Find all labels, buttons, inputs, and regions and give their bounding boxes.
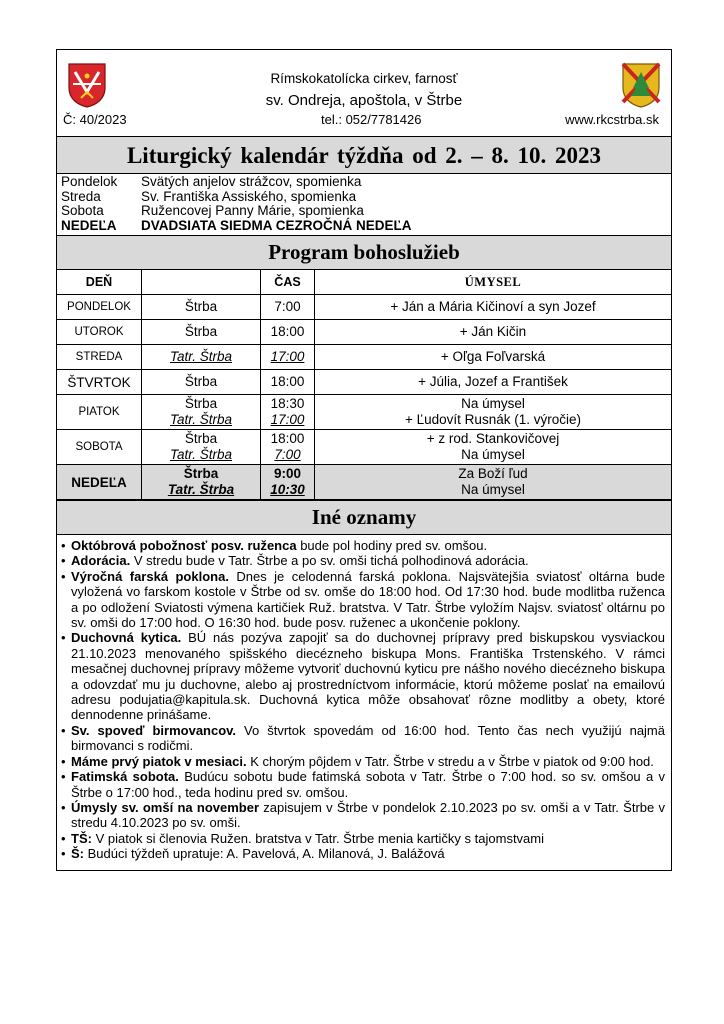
time: 10:30	[270, 482, 305, 497]
time: 18:00	[270, 324, 305, 339]
announcement-text: bude pol hodiny pred sv. omšou.	[296, 538, 488, 553]
announcement-heading: Máme prvý piatok v mesiaci.	[71, 753, 247, 769]
announcement-text: Vo štvrtok spovedám od 16:00 hod. Tento čas nech využijú najmä birmovanci s rodičmi.	[71, 722, 665, 754]
announcement-heading: Úmysly sv. omší na november	[71, 799, 260, 815]
intention: + z rod. Stankovičovej	[426, 431, 560, 446]
table-row	[57, 345, 671, 370]
time-cell	[261, 465, 315, 500]
header-place	[142, 270, 261, 295]
mass-schedule-table	[57, 270, 671, 500]
intention: Na úmysel	[461, 396, 525, 411]
table-row	[57, 320, 671, 345]
place: Štrba	[184, 299, 218, 314]
announcement-heading: TŠ:	[71, 830, 92, 846]
place-cell	[142, 345, 261, 370]
feast-name: Ružencovej Panny Márie, spomienka	[141, 203, 364, 218]
place: Štrba	[184, 324, 218, 339]
header-day: DEŇ	[57, 270, 142, 295]
table-header-row	[57, 270, 671, 295]
table-row	[57, 370, 671, 395]
announcement-text: Dnes je celodenná farská poklona. Najsvätejšia sviatosť oltárna bude vyložená vo farskom kostole v Štrbe od sv. omše do 18:00 hod. Od 17:30 hod. bude modlitba ruženca a po odložení Sviatosti výmena kartičiek Ruž. bratstva. V Tatr. Štrbe vyložím Najsv. sviatosť oltárnu po sv. omši do 17:00 hod. O 16:30 hod. bude posv. ruženec a ukončenie poklony.	[71, 568, 665, 631]
parish-organization: Rímskokatolícka cirkev, farnosť	[270, 71, 458, 86]
table-row-sunday	[57, 465, 671, 500]
intention-cell	[315, 295, 672, 320]
time: 18:00	[270, 431, 305, 446]
feast-item	[61, 175, 671, 190]
feast-name: Sv. Františka Assiského, spomienka	[141, 188, 357, 204]
place: Tatr. Štrba	[169, 412, 233, 427]
announcement-heading: Sv. spoveď birmovancov.	[71, 722, 237, 738]
day-cell: PIATOK	[57, 395, 142, 430]
day-cell: STREDA	[57, 345, 142, 370]
header-time: ČAS	[261, 270, 315, 295]
day-cell: SOBOTA	[57, 430, 142, 465]
announcement-heading: Adorácia.	[71, 553, 131, 569]
table-row	[57, 295, 671, 320]
intention-cell	[315, 345, 672, 370]
intention-cell	[315, 320, 672, 345]
announcement-text: zapisujem v Štrbe v pondelok 2.10.2023 po sv. omši a v Tatr. Štrbe v stredu 4.10.2023 po sv. omši.	[71, 799, 665, 831]
announcement-text: Budúcu sobotu bude fatimská sobota v Tatr. Štrbe o 7:00 hod. so sv. omšou a v Štrbe o 17:00 hod., teda hodinu pred sv. omšou.	[71, 769, 665, 800]
place: Tatr. Štrba	[169, 349, 233, 364]
day-cell: ŠTVRTOK	[57, 370, 142, 395]
intention: + Oľga Foľvarská	[440, 349, 546, 364]
feast-day: Pondelok	[61, 174, 118, 189]
place-cell	[142, 465, 261, 500]
feast-item-sunday	[61, 219, 671, 234]
time: 7:00	[274, 299, 301, 314]
place-cell	[142, 430, 261, 465]
page-title: Liturgický kalendár týždňa od 2. – 8. 10. 2023	[57, 137, 671, 174]
time: 18:00	[270, 374, 305, 389]
table-row	[57, 395, 671, 430]
announcement-item	[61, 630, 665, 722]
time-cell	[261, 320, 315, 345]
time: 18:30	[270, 396, 305, 411]
parish-name: sv. Ondreja, apoštola, v Štrbe	[265, 92, 463, 109]
intention: + Ján a Mária Kičinoví a syn Jozef	[390, 299, 596, 314]
announcement-item	[61, 846, 665, 861]
place-cell	[142, 395, 261, 430]
day-cell: PONDELOK	[57, 295, 142, 320]
place: Štrba	[183, 466, 219, 481]
intention: Za Boží ľud	[458, 466, 528, 481]
time: 9:00	[273, 466, 302, 481]
announcement-item	[61, 754, 665, 769]
place: Štrba	[184, 396, 218, 411]
bulletin-header	[57, 50, 671, 137]
intention: Na úmysel	[461, 447, 525, 462]
announcement-list	[57, 535, 671, 870]
announcement-item	[61, 723, 665, 754]
time-cell	[261, 370, 315, 395]
announcement-item	[61, 538, 665, 553]
time: 17:00	[270, 349, 305, 364]
announcement-heading: Výročná farská poklona.	[71, 568, 229, 584]
place: Štrba	[184, 431, 218, 446]
bulletin-frame	[56, 49, 672, 871]
announcement-heading: Fatimská sobota.	[71, 769, 179, 785]
intention-cell	[315, 395, 672, 430]
place: Tatr. Štrba	[167, 482, 235, 497]
announcement-item	[61, 569, 665, 631]
place-cell	[142, 370, 261, 395]
intention: + Ľudovít Rusnák (1. výročie)	[405, 412, 581, 427]
announcement-item	[61, 800, 665, 831]
day-cell: NEDEĽA	[57, 465, 142, 500]
time: 7:00	[274, 447, 301, 462]
announcement-text: Budúci týždeň upratuje: A. Pavelová, A. Milanová, J. Balážová	[84, 846, 445, 862]
announcement-text: BÚ nás pozýva zapojiť sa do duchovnej prípravy pred biskupskou vysviackou 21.10.2023 menovaného spišského diecézneho biskupa Mons. Františka Trstenského. V rámci mesačnej duchovnej prípravy môžeme vytvoriť duchovnú kyticu pre nášho nového diecézneho biskupa a odovzdať mu ju duchovne, alebo aj prostredníctvom informácie, ktorú môžeme poslať na emailovú adresu podujatia@kapitula.sk. Duchovná kytica môže obsahovať rôzne modlitby a obety, ktoré dennodenne prinášame.	[71, 630, 665, 723]
place-cell	[142, 320, 261, 345]
program-title: Program bohoslužieb	[57, 236, 671, 270]
phone-number: tel.: 052/7781426	[321, 112, 422, 127]
announcement-heading: Duchovná kytica.	[71, 630, 182, 646]
feast-day: NEDEĽA	[61, 217, 117, 233]
place: Tatr. Štrba	[169, 447, 233, 462]
intention-cell	[315, 370, 672, 395]
intention-cell	[315, 465, 672, 500]
feast-day: Streda	[61, 188, 101, 204]
time-cell	[261, 395, 315, 430]
feast-name: Svätých anjelov strážcov, spomienka	[141, 174, 362, 189]
place-cell	[142, 295, 261, 320]
announcement-text: V piatok si členovia Ružen. bratstva v Tatr. Štrbe menia kartičky s tajomstvami	[91, 830, 545, 846]
announcements-title: Iné oznamy	[57, 500, 671, 535]
intention: + Ján Kičin	[459, 324, 527, 339]
time-cell	[261, 345, 315, 370]
table-row	[57, 430, 671, 465]
feast-item	[61, 204, 671, 219]
announcement-text: V stredu bude v Tatr. Štrbe a po sv. omši tichá polhodinová adorácia.	[130, 553, 529, 569]
announcement-item	[61, 553, 665, 568]
website-link[interactable]: www.rkcstrba.sk	[565, 112, 659, 127]
header-intention: ÚMYSEL	[315, 270, 672, 295]
feast-name: DVADSIATA SIEDMA CEZROČNÁ NEDEĽA	[141, 217, 412, 233]
feast-day: Sobota	[61, 203, 104, 218]
intention-cell	[315, 430, 672, 465]
announcement-item	[61, 831, 665, 846]
intention: Na úmysel	[461, 482, 525, 497]
intention: + Júlia, Jozef a František	[418, 374, 568, 389]
announcement-heading: Októbrová pobožnosť posv. ruženca	[71, 538, 297, 553]
feast-item	[61, 190, 671, 205]
place: Štrba	[184, 374, 218, 389]
announcement-heading: Š:	[71, 846, 84, 862]
time-cell	[261, 430, 315, 465]
village-crest-right-icon	[621, 62, 661, 108]
announcement-item	[61, 769, 665, 800]
day-cell: UTOROK	[57, 320, 142, 345]
time: 17:00	[270, 412, 305, 427]
announcement-text: K chorým pôjdem v Tatr. Štrbe v stredu a v Štrbe v piatok od 9:00 hod.	[246, 753, 654, 769]
time-cell	[261, 295, 315, 320]
feast-list	[57, 174, 671, 236]
bulletin-number: Č: 40/2023	[63, 112, 127, 127]
